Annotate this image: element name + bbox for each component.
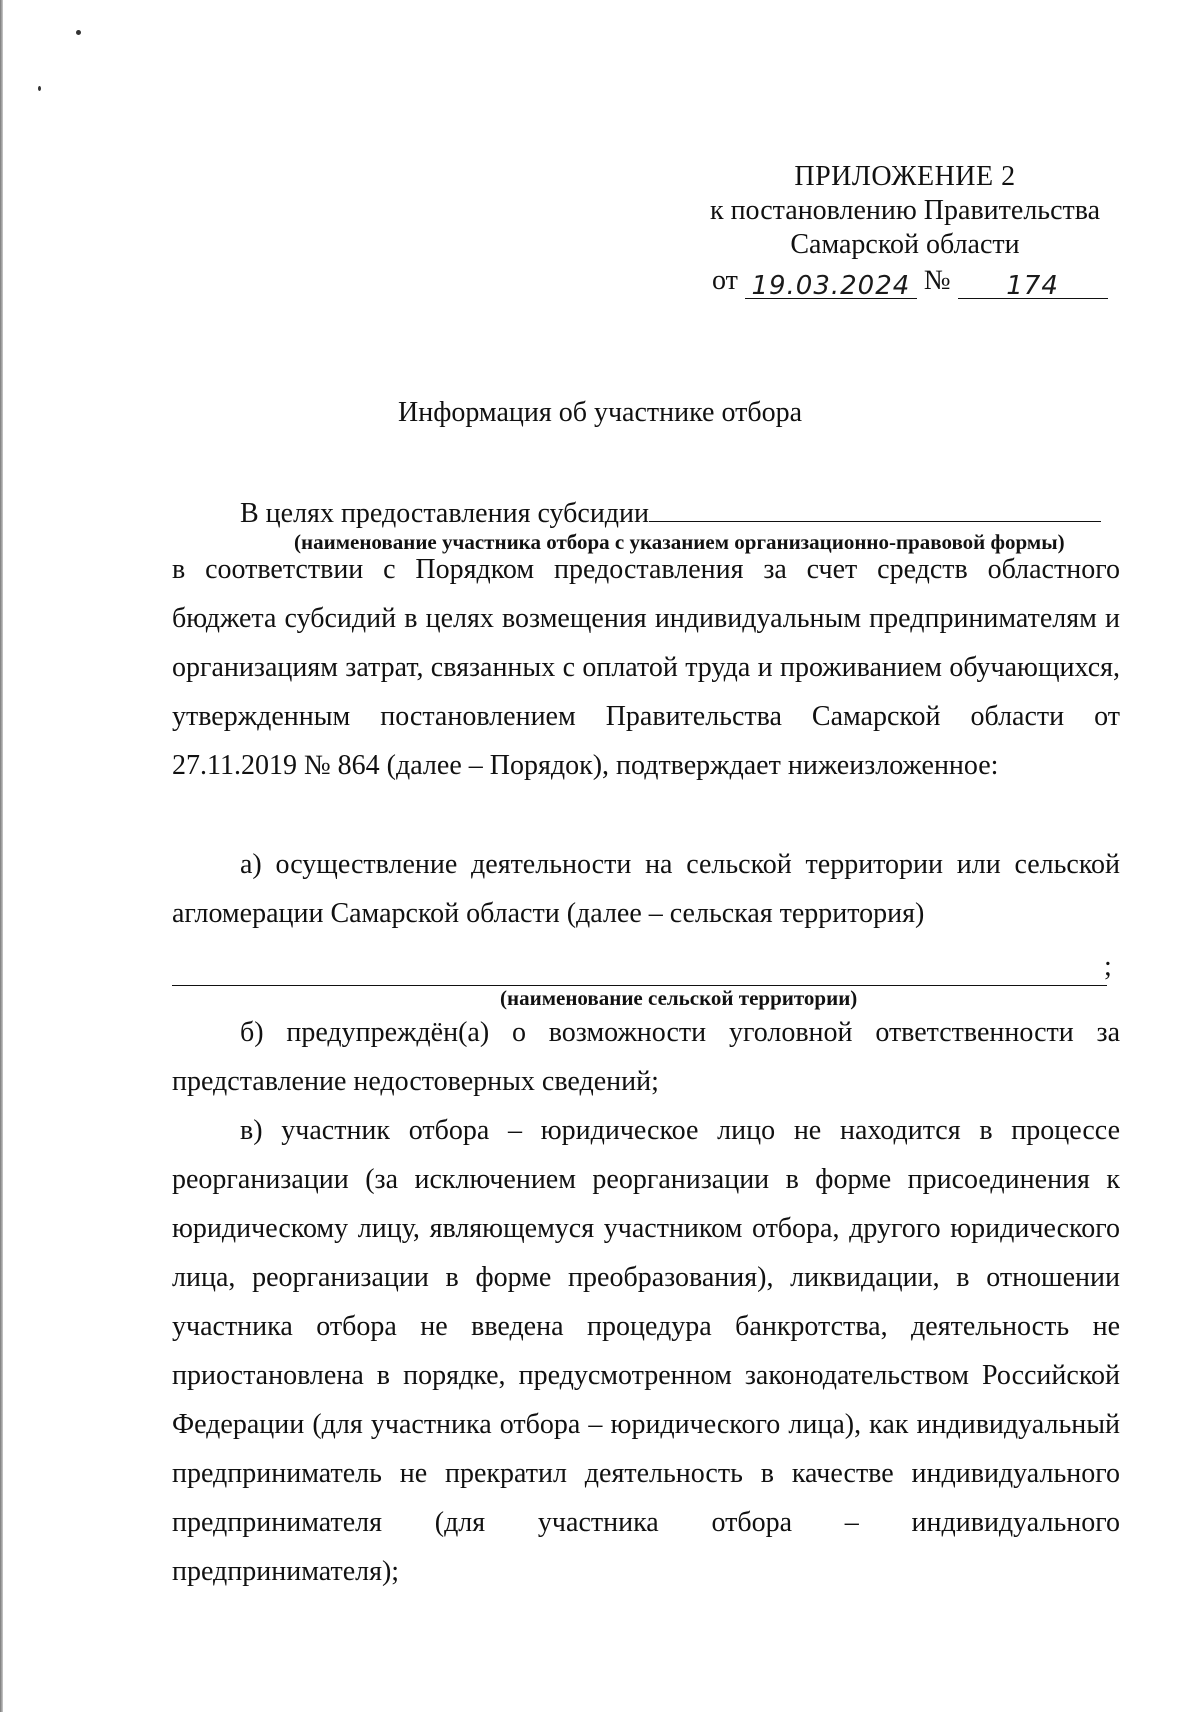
appendix-title: ПРИЛОЖЕНИЕ 2 — [794, 161, 1016, 192]
intro-body-block — [172, 545, 1120, 790]
item-a: а) осуществление деятельности на сельской территории или сельской агломерации Самарской области (далее – сельская территория) — [172, 849, 1120, 929]
participant-name-caption: (наименование участника отбора с указанием организационно-правовой формы) — [294, 530, 1065, 554]
scan-speck — [76, 30, 81, 35]
intro-line — [240, 497, 1101, 530]
document-title: Информация об участнике отбора — [398, 397, 802, 428]
date-prefix: от — [712, 265, 738, 296]
date-field — [745, 268, 917, 299]
item-a-block — [172, 840, 1120, 938]
participant-name-blank — [649, 497, 1101, 522]
number-prefix: № — [923, 265, 951, 296]
appendix-line-region: Самарской области — [790, 229, 1020, 260]
item-c: в) участник отбора – юридическое лицо не находится в процессе реорганизации (за исключением реорганизации в форме присоединения к юридическому лицу, являющемуся участником отбора, другого юридического лица, реорганизации в форме преобразования), ликвидации, в отношении участника отбора не введена процедура банкротства, деятельность не приостановлена в порядке, предусмотренном законодательством Российской Федерации (для участника отбора – юридического лица), как индивидуальный предприниматель не прекратил деятельность в качестве индивидуального предпринимателя (для участника отбора – индивидуального предпринимателя); — [172, 1115, 1120, 1587]
item-a-end: ; — [1104, 951, 1112, 982]
appendix-header — [690, 160, 1120, 262]
handwritten-number: 174 — [1006, 271, 1059, 301]
item-c-block — [172, 1106, 1120, 1596]
item-b: б) предупреждён(а) о возможности уголовной ответственности за представление недостоверных сведений; — [172, 1017, 1120, 1097]
intro-body: в соответствии с Порядком предоставления за счет средств областного бюджета субсидий в целях возмещения индивидуальным предпринимателям и организациям затрат, связанных с оплатой труда и проживанием обучающихся, утвержденным постановлением Правительства Самарской области от 27.11.2019 № 864 (далее – Порядок), подтверждает нижеизложенное: — [172, 554, 1120, 781]
item-b-block — [172, 1008, 1120, 1106]
appendix-line-resolution: к постановлению Правительства — [709, 195, 1101, 226]
territory-name-blank — [172, 955, 1107, 986]
handwritten-date: 19.03.2024 — [751, 271, 911, 301]
scan-edge — [0, 0, 3, 1712]
resolution-date-number — [712, 263, 1112, 299]
scan-speck — [38, 86, 41, 91]
territory-caption: (наименование сельской территории) — [500, 986, 858, 1010]
number-field — [958, 268, 1108, 299]
intro-lead: В целях предоставления субсидии — [240, 498, 650, 529]
